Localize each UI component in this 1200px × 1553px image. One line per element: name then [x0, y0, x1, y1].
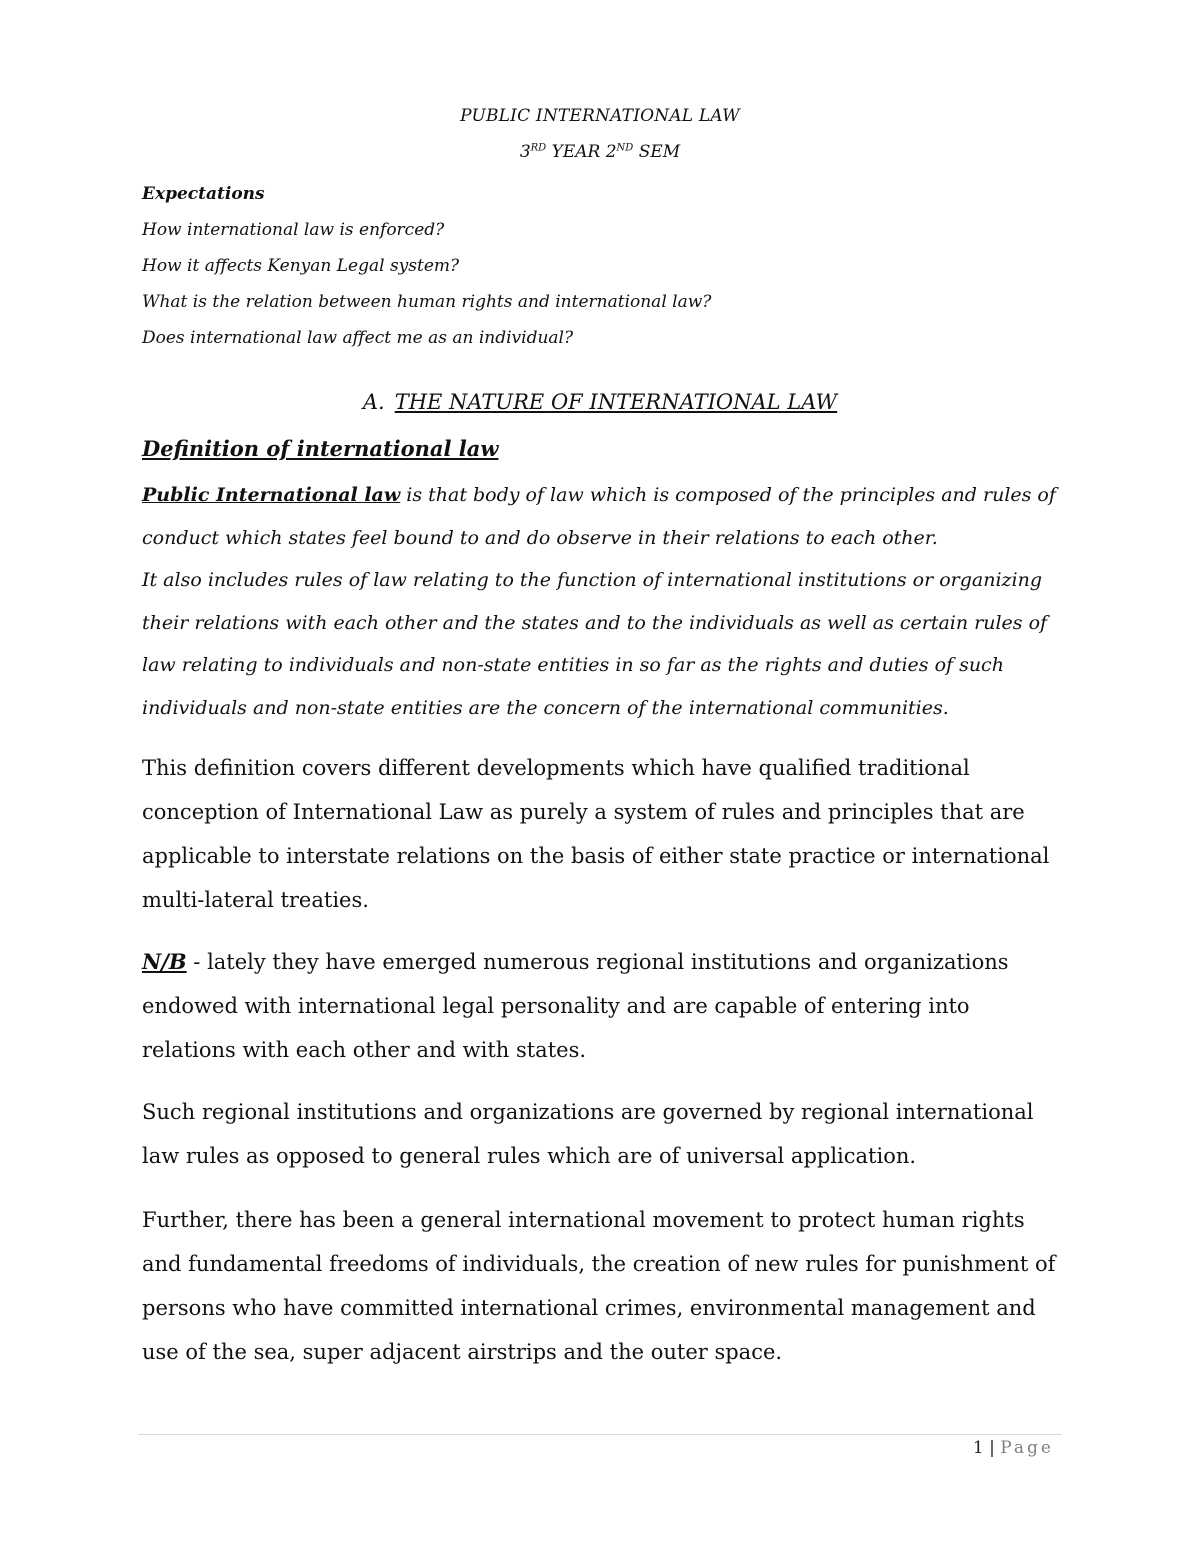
section-heading	[0, 390, 1200, 414]
body-paragraph: Further, there has been a general international movement to protect human rights and fundamental freedoms of individuals, the creation of new rules for punishment of persons who have committed international crimes, environmental management and use of the sea, super adjacent airstrips and the outer space.	[142, 1208, 1056, 1364]
footer-separator: |	[983, 1438, 1001, 1458]
page-number: 1	[972, 1438, 984, 1458]
footer-divider	[138, 1434, 1062, 1435]
section-title: THE NATURE OF INTERNATIONAL LAW	[394, 390, 838, 414]
expectation-question: How international law is enforced?	[142, 220, 445, 240]
page-footer	[973, 1438, 1054, 1458]
nb-text: - lately they have emerged numerous regional institutions and organizations endowed with international legal personality and are capable of entering into relations with each other and with states.	[142, 950, 1009, 1062]
defined-term: Public International law	[142, 484, 401, 506]
definition-paragraph	[142, 474, 1062, 729]
expectations-label: Expectations	[142, 184, 265, 204]
body-paragraph-nb	[142, 940, 1062, 1072]
nb-label: N/B	[142, 949, 187, 974]
expectations-block	[142, 176, 711, 356]
expectation-question: Does international law affect me as an individual?	[142, 328, 574, 348]
sem-word: SEM	[638, 142, 681, 162]
document-subtitle	[0, 142, 1200, 162]
year-word: YEAR 2	[551, 142, 617, 162]
sem-suffix: ND	[616, 142, 634, 154]
body-paragraph: This definition covers different developments which have qualified traditional conception of International Law as purely a system of rules and principles that are applicable to interstate relations on the basis of either state practice or international multi-lateral treaties.	[142, 756, 1050, 912]
expectation-question: What is the relation between human rights and international law?	[142, 292, 712, 312]
definition-text: is that body of law which is composed of the principles and rules of conduct which states feel bound to and do observe in their relations to each other.	[142, 484, 1056, 549]
page-label: Page	[1000, 1438, 1054, 1458]
year-number: 3	[519, 142, 531, 162]
body-paragraph: Such regional institutions and organizations are governed by regional international law rules as opposed to general rules which are of universal application.	[142, 1100, 1034, 1168]
section-letter: A.	[362, 390, 385, 414]
definition-heading: Definition of international law	[142, 436, 499, 461]
expectation-question: How it affects Kenyan Legal system?	[142, 256, 460, 276]
year-suffix: RD	[530, 142, 547, 154]
document-title: PUBLIC INTERNATIONAL LAW	[460, 106, 740, 126]
definition-text-continued: It also includes rules of law relating to the function of international institutions or organizing their relations with each other and the states and to the individuals as well as certain rules of law relating to individuals and non-state entities in so far as the rights and duties of such individuals and non-state entities are the concern of the international communities.	[142, 569, 1048, 719]
